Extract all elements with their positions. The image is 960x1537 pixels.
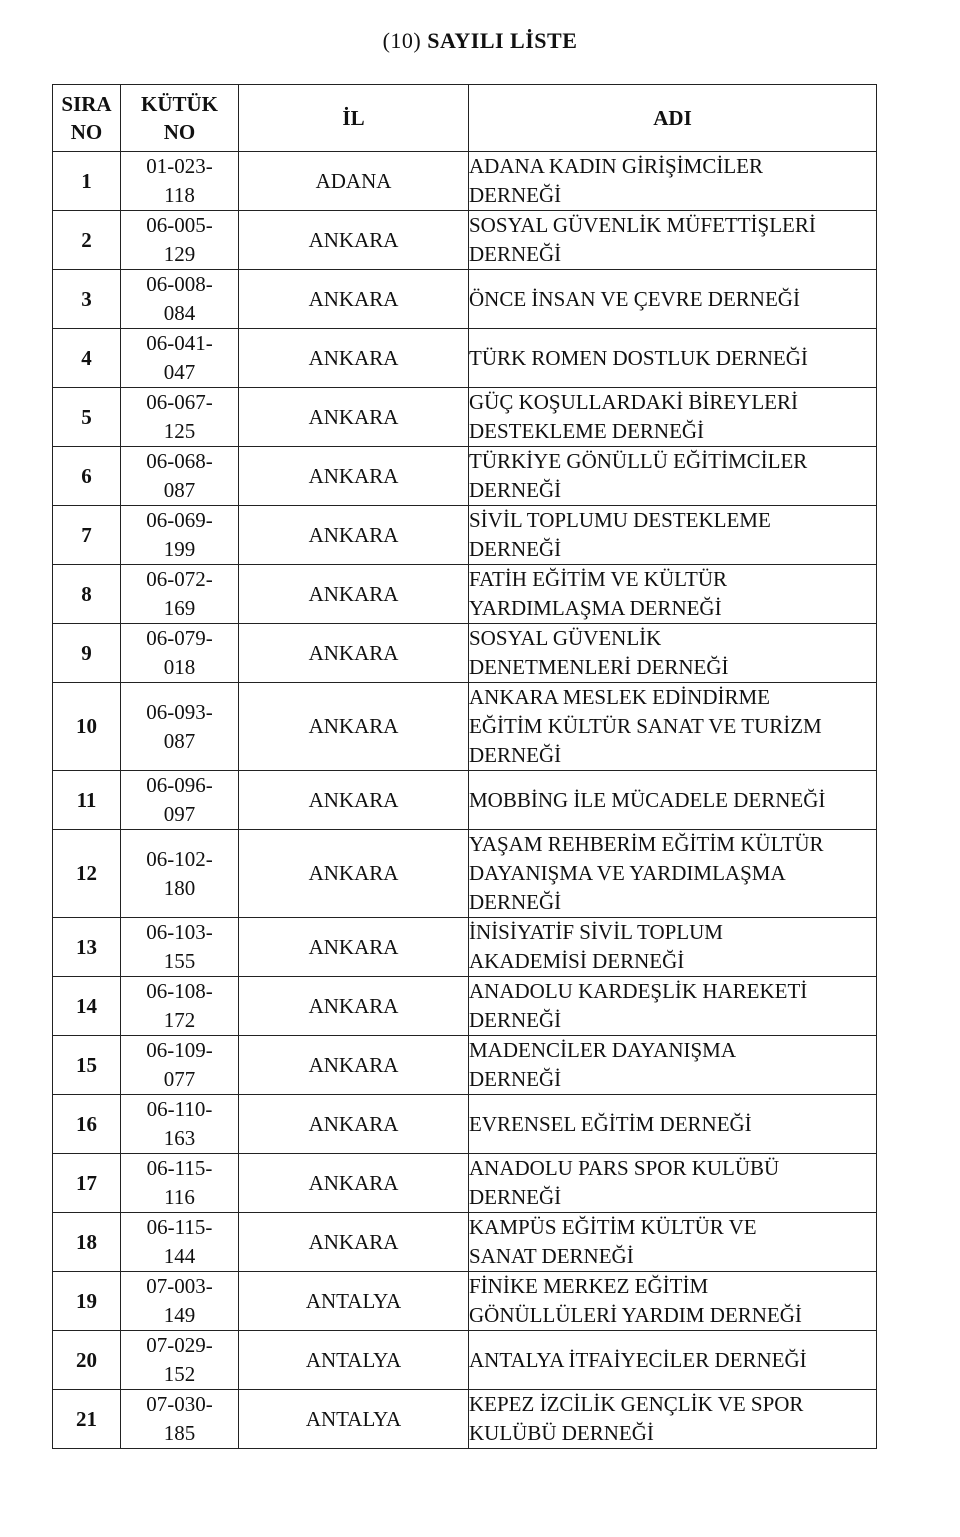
- cell-adi: [469, 624, 877, 683]
- cell-adi: [469, 329, 877, 388]
- cell-kutuk-no: [121, 918, 239, 977]
- cell-sira-no: 13: [53, 918, 121, 977]
- kutuk-line: 06-102-: [146, 846, 213, 871]
- cell-il: ANKARA: [239, 1213, 469, 1272]
- kutuk-line: 06-069-: [146, 508, 213, 532]
- cell-adi: [469, 771, 877, 830]
- cell-kutuk-no: [121, 1036, 239, 1095]
- cell-kutuk-no: [121, 683, 239, 771]
- kutuk-line: 06-115-: [146, 1215, 213, 1239]
- kutuk-line: 087: [163, 728, 196, 753]
- cell-il: ANKARA: [239, 270, 469, 329]
- table-row: [53, 1095, 877, 1154]
- kutuk-line: 116: [164, 1185, 195, 1209]
- cell-kutuk-no: [121, 1331, 239, 1390]
- cell-kutuk-no: [121, 1390, 239, 1449]
- kutuk-line: 06-067-: [146, 390, 213, 414]
- cell-sira-no: 4: [53, 329, 121, 388]
- cell-il: ANKARA: [239, 506, 469, 565]
- cell-il: ANKARA: [239, 624, 469, 683]
- cell-kutuk-no: [121, 506, 239, 565]
- table-row: [53, 1331, 877, 1390]
- kutuk-line: 06-072-: [146, 567, 213, 591]
- table-header-row: [53, 85, 877, 152]
- kutuk-line: 06-096-: [146, 773, 213, 797]
- cell-kutuk-no: [121, 1213, 239, 1272]
- adi-line: SANAT DERNEĞİ: [469, 1244, 634, 1268]
- kutuk-line: 07-029-: [146, 1333, 213, 1357]
- cell-adi: [469, 977, 877, 1036]
- cell-il: ANTALYA: [239, 1272, 469, 1331]
- kutuk-line: 047: [163, 360, 196, 384]
- cell-adi: [469, 1272, 877, 1331]
- adi-line: ANTALYA İTFAİYECİLER DERNEĞİ: [469, 1347, 807, 1372]
- cell-kutuk-no: [121, 977, 239, 1036]
- cell-il: ANKARA: [239, 771, 469, 830]
- kutuk-line: 097: [163, 802, 196, 826]
- title-number: (10): [382, 28, 422, 53]
- table-body: [53, 152, 877, 1449]
- cell-sira-no: 21: [53, 1390, 121, 1449]
- kutuk-line: 087: [163, 478, 196, 502]
- adi-line: DERNEĞİ: [469, 242, 562, 266]
- table-row: [53, 977, 877, 1036]
- cell-sira-no: 12: [53, 830, 121, 918]
- adi-line: EĞİTİM KÜLTÜR SANAT VE TURİZM: [469, 714, 822, 738]
- kutuk-line: 06-005-: [146, 213, 213, 237]
- kutuk-line: 06-103-: [146, 920, 213, 944]
- adi-line: DENETMENLERİ DERNEĞİ: [469, 655, 729, 679]
- adi-line: DERNEĞİ: [469, 1008, 562, 1032]
- adi-line: YARDIMLAŞMA DERNEĞİ: [469, 596, 722, 620]
- header-adi: ADI: [469, 85, 877, 152]
- cell-il: ANKARA: [239, 329, 469, 388]
- cell-adi: [469, 830, 877, 918]
- association-list-table: [52, 84, 877, 1449]
- kutuk-line: 144: [163, 1244, 196, 1268]
- cell-kutuk-no: [121, 388, 239, 447]
- kutuk-line: 06-110-: [146, 1097, 213, 1121]
- adi-line: ADANA KADIN GİRİŞİMCİLER: [469, 154, 763, 178]
- cell-il: ANTALYA: [239, 1390, 469, 1449]
- table-row: [53, 1390, 877, 1449]
- cell-sira-no: 7: [53, 506, 121, 565]
- kutuk-line: 06-115-: [146, 1156, 213, 1180]
- adi-line: ÖNCE İNSAN VE ÇEVRE DERNEĞİ: [469, 286, 800, 311]
- table-row: [53, 830, 877, 918]
- kutuk-line: 172: [163, 1008, 196, 1032]
- adi-line: KULÜBÜ DERNEĞİ: [469, 1421, 654, 1445]
- adi-line: SOSYAL GÜVENLİK: [469, 626, 662, 650]
- table-row: [53, 270, 877, 329]
- cell-il: ADANA: [239, 152, 469, 211]
- cell-sira-no: 11: [53, 771, 121, 830]
- kutuk-line: 018: [163, 655, 196, 679]
- adi-line: SOSYAL GÜVENLİK MÜFETTİŞLERİ: [469, 213, 816, 237]
- adi-line: DERNEĞİ: [469, 1185, 562, 1209]
- cell-il: ANKARA: [239, 918, 469, 977]
- cell-adi: [469, 683, 877, 771]
- adi-line: AKADEMİSİ DERNEĞİ: [469, 949, 685, 973]
- cell-adi: [469, 447, 877, 506]
- adi-line: KEPEZ İZCİLİK GENÇLİK VE SPOR: [469, 1392, 804, 1416]
- cell-il: ANKARA: [239, 1154, 469, 1213]
- page-title: [0, 28, 960, 54]
- cell-il: ANKARA: [239, 683, 469, 771]
- kutuk-line: 06-079-: [146, 626, 213, 650]
- kutuk-line: 084: [163, 301, 196, 325]
- table-row: [53, 329, 877, 388]
- kutuk-line: 07-003-: [146, 1274, 213, 1298]
- adi-line: ANKARA MESLEK EDİNDİRME: [469, 685, 770, 709]
- kutuk-line: 180: [163, 875, 196, 900]
- cell-kutuk-no: [121, 211, 239, 270]
- cell-il: ANKARA: [239, 1095, 469, 1154]
- table-row: [53, 1154, 877, 1213]
- cell-il: ANKARA: [239, 388, 469, 447]
- adi-line: SİVİL TOPLUMU DESTEKLEME: [469, 508, 771, 532]
- cell-sira-no: 16: [53, 1095, 121, 1154]
- adi-line: KAMPÜS EĞİTİM KÜLTÜR VE: [469, 1215, 757, 1239]
- adi-line: İNİSİYATİF SİVİL TOPLUM: [469, 920, 723, 944]
- adi-line: DERNEĞİ: [469, 1067, 562, 1091]
- kutuk-line: 125: [163, 419, 196, 443]
- cell-sira-no: 2: [53, 211, 121, 270]
- cell-kutuk-no: [121, 771, 239, 830]
- cell-adi: [469, 1390, 877, 1449]
- cell-adi: [469, 918, 877, 977]
- adi-line: DESTEKLEME DERNEĞİ: [469, 419, 705, 443]
- table-row: [53, 1213, 877, 1272]
- adi-line: YAŞAM REHBERİM EĞİTİM KÜLTÜR: [469, 832, 824, 856]
- adi-line: DERNEĞİ: [469, 743, 562, 767]
- cell-il: ANKARA: [239, 447, 469, 506]
- adi-line: DAYANIŞMA VE YARDIMLAŞMA: [469, 861, 786, 885]
- cell-il: ANTALYA: [239, 1331, 469, 1390]
- cell-kutuk-no: [121, 329, 239, 388]
- adi-line: MADENCİLER DAYANIŞMA: [469, 1038, 736, 1062]
- cell-adi: [469, 388, 877, 447]
- kutuk-line: 06-068-: [146, 449, 213, 473]
- cell-kutuk-no: [121, 1154, 239, 1213]
- cell-il: ANKARA: [239, 565, 469, 624]
- kutuk-line: 01-023-: [146, 154, 213, 178]
- kutuk-line: 155: [163, 949, 196, 973]
- title-text: SAYILI LİSTE: [427, 28, 578, 53]
- kutuk-line: 118: [164, 183, 195, 207]
- kutuk-line: 06-108-: [146, 979, 213, 1003]
- table-row: [53, 506, 877, 565]
- cell-sira-no: 10: [53, 683, 121, 771]
- table-row: [53, 211, 877, 270]
- kutuk-line: 199: [163, 537, 196, 561]
- adi-line: TÜRK ROMEN DOSTLUK DERNEĞİ: [469, 345, 808, 370]
- cell-kutuk-no: [121, 830, 239, 918]
- kutuk-line: 149: [163, 1303, 196, 1327]
- adi-line: DERNEĞİ: [469, 478, 562, 502]
- adi-line: TÜRKİYE GÖNÜLLÜ EĞİTİMCİLER: [469, 449, 808, 473]
- header-sira-no: SIRA NO: [53, 85, 121, 152]
- cell-adi: [469, 506, 877, 565]
- adi-line: FİNİKE MERKEZ EĞİTİM: [469, 1274, 709, 1298]
- cell-kutuk-no: [121, 1272, 239, 1331]
- kutuk-line: 129: [163, 242, 196, 266]
- kutuk-line: 163: [163, 1126, 196, 1150]
- table-row: [53, 683, 877, 771]
- cell-sira-no: 3: [53, 270, 121, 329]
- cell-il: ANKARA: [239, 211, 469, 270]
- cell-sira-no: 15: [53, 1036, 121, 1095]
- cell-sira-no: 5: [53, 388, 121, 447]
- adi-line: EVRENSEL EĞİTİM DERNEĞİ: [469, 1111, 752, 1136]
- table-row: [53, 1036, 877, 1095]
- cell-sira-no: 20: [53, 1331, 121, 1390]
- cell-sira-no: 14: [53, 977, 121, 1036]
- cell-adi: [469, 1213, 877, 1272]
- table-row: [53, 447, 877, 506]
- cell-kutuk-no: [121, 1095, 239, 1154]
- table-row: [53, 388, 877, 447]
- kutuk-line: 152: [163, 1362, 196, 1386]
- header-il: İL: [239, 85, 469, 152]
- adi-line: DERNEĞİ: [469, 537, 562, 561]
- table-row: [53, 1272, 877, 1331]
- kutuk-line: 06-041-: [146, 331, 213, 355]
- kutuk-line: 169: [163, 596, 196, 620]
- kutuk-line: 06-093-: [146, 699, 213, 724]
- cell-adi: [469, 270, 877, 329]
- cell-adi: [469, 1095, 877, 1154]
- cell-sira-no: 18: [53, 1213, 121, 1272]
- table-row: [53, 771, 877, 830]
- kutuk-line: 06-008-: [146, 272, 213, 296]
- cell-il: ANKARA: [239, 977, 469, 1036]
- adi-line: ANADOLU PARS SPOR KULÜBÜ: [469, 1156, 780, 1180]
- adi-line: GÜÇ KOŞULLARDAKİ BİREYLERİ: [469, 390, 798, 414]
- cell-il: ANKARA: [239, 1036, 469, 1095]
- adi-line: FATİH EĞİTİM VE KÜLTÜR: [469, 567, 728, 591]
- cell-kutuk-no: [121, 447, 239, 506]
- cell-kutuk-no: [121, 624, 239, 683]
- cell-sira-no: 6: [53, 447, 121, 506]
- cell-il: ANKARA: [239, 830, 469, 918]
- cell-adi: [469, 1036, 877, 1095]
- table-row: [53, 152, 877, 211]
- cell-kutuk-no: [121, 565, 239, 624]
- cell-kutuk-no: [121, 152, 239, 211]
- kutuk-line: 077: [163, 1067, 196, 1091]
- cell-adi: [469, 565, 877, 624]
- header-kutuk-no: KÜTÜK NO: [121, 85, 239, 152]
- adi-line: GÖNÜLLÜLERİ YARDIM DERNEĞİ: [469, 1303, 802, 1327]
- table-row: [53, 624, 877, 683]
- kutuk-line: 06-109-: [146, 1038, 213, 1062]
- cell-sira-no: 8: [53, 565, 121, 624]
- table-row: [53, 565, 877, 624]
- cell-kutuk-no: [121, 270, 239, 329]
- cell-sira-no: 17: [53, 1154, 121, 1213]
- kutuk-line: 185: [163, 1421, 196, 1445]
- adi-line: MOBBİNG İLE MÜCADELE DERNEĞİ: [469, 787, 826, 812]
- cell-adi: [469, 1154, 877, 1213]
- adi-line: DERNEĞİ: [469, 890, 562, 914]
- table-row: [53, 918, 877, 977]
- cell-sira-no: 9: [53, 624, 121, 683]
- cell-adi: [469, 1331, 877, 1390]
- adi-line: ANADOLU KARDEŞLİK HAREKETİ: [469, 979, 808, 1003]
- cell-adi: [469, 152, 877, 211]
- cell-sira-no: 19: [53, 1272, 121, 1331]
- kutuk-line: 07-030-: [146, 1392, 213, 1416]
- adi-line: DERNEĞİ: [469, 183, 562, 207]
- cell-sira-no: 1: [53, 152, 121, 211]
- cell-adi: [469, 211, 877, 270]
